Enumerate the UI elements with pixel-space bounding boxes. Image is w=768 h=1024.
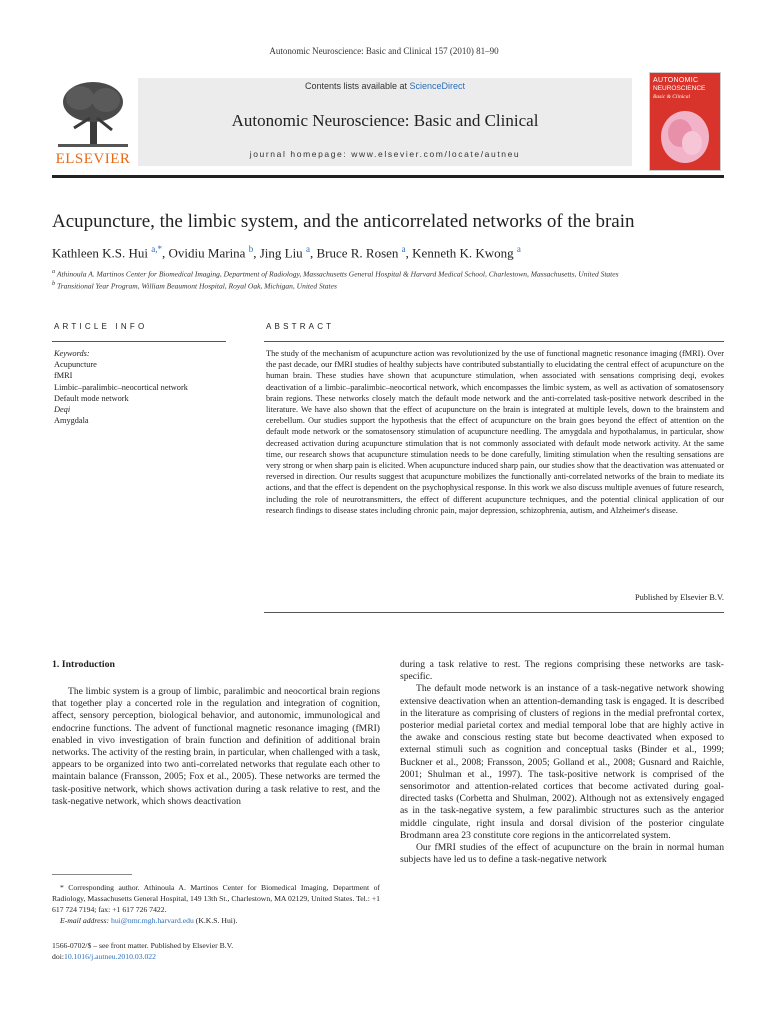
email-link[interactable]: hui@nmr.mgh.harvard.edu: [110, 916, 194, 925]
author-affiliation-mark[interactable]: a,*: [151, 244, 163, 254]
abstract-label: ABSTRACT: [266, 322, 335, 331]
footnote-email-line: [52, 915, 380, 926]
affiliation-text: Athinoula A. Martinos Center for Biomedical Imaging, Department of Radiology, Massachusetts General Hospital & Harvard Medical School, Charlestown, Massachusetts, United States: [56, 269, 619, 279]
keyword: Amygdala: [54, 416, 89, 426]
abstract-text: The study of the mechanism of acupuncture action was revolutionized by the use of functional magnetic resonance imaging (fMRI). Over the past decade, our fMRI studies of healthy subjects have contributed substantially to elucidating the central effect of acupuncture on the human brain. These studies have shown that acupuncture stimulation, when associated with sensations comprising deqi, evokes deactivation of a limbic–paralimbic–neocortical network, which encompasses the limbic system, as well as activation of somatosensory brain regions. These networks closely match the default mode network and the anti-correlated task-positive network described in the literature. We have also shown that the effect of acupuncture on the brain is integrated at multiple levels, down to the brainstem and cerebellum. Our studies support the hypothesis that the effect of acupuncture on the brain goes beyond the effect of attention on the default mode network or the somatosensory stimulation of acupuncture needling. The amygdala and hypothalamus, in particular, show decreased activation during acupuncture stimulation that is not commonly associated with default mode network activity. At the same time, our research shows that acupuncture stimulation needs to be done carefully, limiting stimulation when the resulting sensations are very strong or when sharp pain is elicited. When acupuncture induced sharp pain, our studies show that the deactivation was attenuated or reversed in direction. Our results suggest that acupuncture mobilizes the functionally anti-correlated networks of the brain to mediate its actions, and that the effect is dependent on the psychophysical response. In this work we also discuss multiple avenues of future research, including the role of neurotransmitters, the effect of different acupuncture techniques, and the potential clinical application of our research findings to disease states including chronic pain, major depression, schizophrenia, autism, and Alzheimer's disease.: [266, 349, 724, 515]
section-heading: 1. Introduction: [52, 659, 115, 670]
journal-homepage[interactable]: journal homepage: www.elsevier.com/locate/autneu: [249, 149, 521, 159]
affiliation-a: [52, 268, 724, 279]
running-head: Autonomic Neuroscience: Basic and Clinical 157 (2010) 81–90: [269, 46, 499, 56]
article-title: Acupuncture, the limbic system, and the anticorrelated networks of the brain: [52, 211, 635, 232]
body-paragraph: during a task relative to rest. The regions comprising these networks are task-specific.: [400, 659, 724, 683]
journal-title: Autonomic Neuroscience: Basic and Clinical: [231, 111, 539, 130]
keyword: fMRI: [54, 371, 73, 381]
contents-prefix: Contents lists available at: [304, 81, 410, 91]
doi-line: [52, 951, 380, 962]
email-label: E-mail address:: [60, 916, 110, 925]
abstract-bottom-rule: [264, 612, 724, 613]
body-paragraph: The default mode network is an instance of a task-negative network showing extensive deactivation when an attention-demanding task is engaged. It is described in the literature as comprising of clusters of regions in the medial prefrontal cortex, posterior medial parietal cortex and medial temporal lobe that are highly active in the awake and conscious resting state but become deactivated when exposed to external stimuli such as cognition and conceptual tasks (Binder et al., 1999; Buckner et al., 2008; Fransson, 2005; Golland et al., 2008; Gusnard and Raichle, 2001; Shulman et al., 1997). The task-positive network is comprised of the sensorimotor and attention-related cortices that become activated during goal-directed tasks (Corbetta and Shulman, 2002). Although not as extensively engaged as in the task-negative system, a few paralimbic structures such as the anterior middle cingulate, right insula and dorsal division of the posterior cingulate Brodmann area 23 constitute core regions in the anticorrelated system.: [400, 683, 724, 841]
footnote-rule: [52, 874, 132, 875]
author-affiliation-mark[interactable]: a: [305, 244, 310, 254]
author-list: Kathleen K.S. Hui $^{a,*}$, Ovidiu Marina $^b$, Jing Liu $^a$, Bruce R. Rosen $^a$, Kenneth K. Kwong $^a$: [52, 244, 521, 261]
author-affiliation-mark[interactable]: b: [248, 244, 254, 254]
doi-link[interactable]: 10.1016/j.autneu.2010.03.022: [63, 952, 156, 961]
author-name: Ovidiu Marina: [168, 245, 246, 261]
author-name: Kenneth K. Kwong: [412, 245, 514, 261]
left-column: [52, 686, 380, 808]
keywords-label: Keywords:: [54, 349, 90, 358]
corresponding-author-footnote: [52, 882, 380, 926]
author-name: Jing Liu: [259, 245, 303, 261]
keyword: Acupuncture: [54, 360, 97, 370]
author-affiliation-mark[interactable]: a: [516, 244, 521, 254]
front-matter: [52, 940, 380, 962]
cover-title-line-2: NEUROSCIENCE: [653, 85, 706, 92]
right-column: [400, 659, 724, 866]
cover-subtitle: Basic & Clinical: [653, 94, 690, 100]
email-suffix: (K.K.S. Hui).: [195, 916, 238, 925]
keywords-block: [54, 348, 234, 426]
body-paragraph: The limbic system is a group of limbic, paralimbic and neocortical brain regions that together play a concerted role in the regulation and integration of cognition, affect, sensory perception, biological behavior, and autonomic, immunological and endocrine functions. The advent of functional magnetic resonance imaging (fMRI) enabled in vivo investigation of brain function and definition of additional brain networks. The activity of the resting brain, in particular, when challenged with a task, appears to be organized into two anti-correlated networks that regulate each other to maintain balance (Fransson, 2005; Fox et al., 2005). These networks are termed the task-positive network, which shows activation during a task relative to rest, and the task-negative network, which shows deactivation: [52, 686, 380, 807]
doi-prefix: doi:: [52, 952, 64, 961]
author-name: Bruce R. Rosen: [316, 245, 399, 261]
header-rule: [52, 175, 724, 178]
keyword: Default mode network: [54, 393, 129, 403]
contents-line: [138, 81, 632, 91]
keyword: Limbic–paralimbic–neocortical network: [54, 382, 188, 392]
affiliation-text: Transitional Year Program, William Beaumont Hospital, Royal Oak, Michigan, United States: [57, 281, 337, 291]
keyword: Deqi: [54, 405, 71, 415]
affiliation-mark: a: [52, 268, 56, 275]
journal-cover-image: [649, 72, 721, 171]
affiliation-b: [52, 280, 724, 291]
cover-title-line-1: AUTONOMIC: [653, 77, 699, 84]
article-info-label: ARTICLE INFO: [54, 322, 148, 331]
footnote-text: * Corresponding author. Athinoula A. Martinos Center for Biomedical Imaging, Department of Radiology, Massachusetts General Hospital, 149 13th St., Charlestown, MA 02129, United States. Tel.: +1 617 724 7194; fax: +1 617 726 7422.: [52, 883, 380, 914]
author-name: Kathleen K.S. Hui: [52, 245, 149, 261]
abstract-rule: [264, 341, 724, 342]
cover-illustration: [656, 105, 714, 165]
elsevier-wordmark: ELSEVIER: [55, 151, 131, 167]
author-affiliation-mark[interactable]: a: [401, 244, 406, 254]
published-by: Published by Elsevier B.V.: [634, 593, 724, 602]
sciencedirect-link[interactable]: ScienceDirect: [409, 81, 466, 91]
issn-line: 1566-0702/$ – see front matter. Published by Elsevier B.V.: [52, 941, 234, 950]
article-info-rule: [52, 341, 226, 342]
body-paragraph: Our fMRI studies of the effect of acupuncture on the brain in normal human subjects have led us to define a task-negative network: [400, 842, 724, 866]
affiliation-mark: b: [52, 280, 56, 287]
